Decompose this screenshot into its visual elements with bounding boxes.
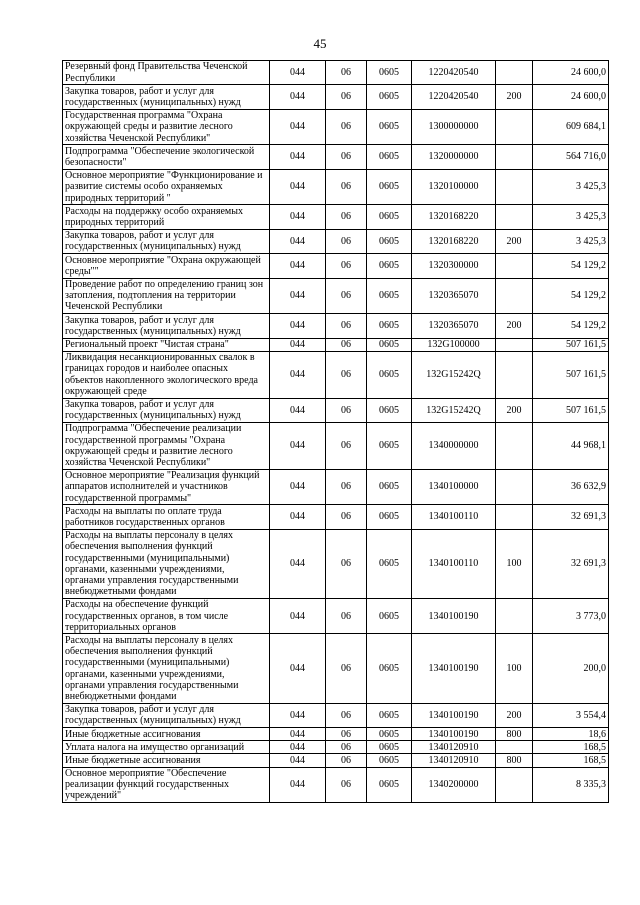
row-subsection-code: 0605 [367, 741, 412, 754]
row-sum: 24 600,0 [533, 85, 609, 109]
row-sum: 44 968,1 [533, 422, 609, 469]
row-expense-kind: 800 [496, 754, 533, 767]
row-name-cell: Государственная программа "Охрана окружающей среды и развитие лесного хозяйства Чеченской Республики" [63, 109, 270, 145]
row-section-code: 06 [326, 314, 367, 338]
row-section-code: 06 [326, 338, 367, 351]
row-name-cell: Иные бюджетные ассигнования [63, 754, 270, 767]
row-sum: 507 161,5 [533, 338, 609, 351]
row-ministry-code: 044 [270, 314, 326, 338]
row-section-code: 06 [326, 109, 367, 145]
row-section-code: 06 [326, 398, 367, 422]
row-name-cell: Основное мероприятие "Обеспечение реализации функций государственных учреждений" [63, 767, 270, 803]
row-subsection-code: 0605 [367, 634, 412, 703]
table-row [63, 741, 609, 754]
row-name-cell: Закупка товаров, работ и услуг для государственных (муниципальных) нужд [63, 85, 270, 109]
row-target-code: 1320168220 [412, 229, 496, 253]
row-target-code: 1320365070 [412, 314, 496, 338]
row-sum: 8 335,3 [533, 767, 609, 803]
row-sum: 32 691,3 [533, 505, 609, 529]
row-sum: 3 554,4 [533, 703, 609, 727]
row-name-cell: Закупка товаров, работ и услуг для государственных (муниципальных) нужд [63, 398, 270, 422]
row-sum: 168,5 [533, 741, 609, 754]
row-target-code: 1340100190 [412, 598, 496, 634]
row-ministry-code: 044 [270, 422, 326, 469]
row-subsection-code: 0605 [367, 598, 412, 634]
row-sum: 3 425,3 [533, 229, 609, 253]
row-subsection-code: 0605 [367, 728, 412, 741]
row-expense-kind: 800 [496, 728, 533, 741]
row-section-code: 06 [326, 767, 367, 803]
row-ministry-code: 044 [270, 398, 326, 422]
table-row [63, 205, 609, 229]
table-row [63, 109, 609, 145]
row-name-cell: Расходы на выплаты персоналу в целях обеспечения выполнения функций государственными (муниципальными) органами, казенными учреждениями, органами управления государственными внебюджетными фондами [63, 634, 270, 703]
row-ministry-code: 044 [270, 205, 326, 229]
row-section-code: 06 [326, 85, 367, 109]
row-subsection-code: 0605 [367, 398, 412, 422]
row-subsection-code: 0605 [367, 422, 412, 469]
row-expense-kind: 100 [496, 529, 533, 598]
row-subsection-code: 0605 [367, 351, 412, 398]
row-subsection-code: 0605 [367, 754, 412, 767]
row-subsection-code: 0605 [367, 85, 412, 109]
row-subsection-code: 0605 [367, 145, 412, 169]
row-subsection-code: 0605 [367, 529, 412, 598]
row-section-code: 06 [326, 351, 367, 398]
row-subsection-code: 0605 [367, 278, 412, 314]
table-row [63, 61, 609, 85]
table-row [63, 767, 609, 803]
row-target-code: 1340000000 [412, 422, 496, 469]
row-sum: 3 773,0 [533, 598, 609, 634]
row-target-code: 1320168220 [412, 205, 496, 229]
row-expense-kind [496, 767, 533, 803]
row-subsection-code: 0605 [367, 703, 412, 727]
row-ministry-code: 044 [270, 505, 326, 529]
row-subsection-code: 0605 [367, 229, 412, 253]
row-expense-kind [496, 505, 533, 529]
row-target-code: 132G100000 [412, 338, 496, 351]
row-name-cell: Расходы на обеспечение функций государственных органов, в том числе территориальных органов [63, 598, 270, 634]
row-expense-kind: 200 [496, 85, 533, 109]
row-section-code: 06 [326, 469, 367, 505]
page-number: 45 [313, 36, 327, 51]
row-target-code: 1340100190 [412, 728, 496, 741]
row-sum: 564 716,0 [533, 145, 609, 169]
table-row [63, 398, 609, 422]
row-subsection-code: 0605 [367, 338, 412, 351]
row-sum: 3 425,3 [533, 205, 609, 229]
row-expense-kind [496, 741, 533, 754]
row-name-cell: Основное мероприятие "Охрана окружающей среды"" [63, 254, 270, 278]
row-name-cell: Подпрограмма "Обеспечение реализации государственной программы "Охрана окружающей среды и развитие лесного хозяйства Чеченской Республики" [63, 422, 270, 469]
table-row [63, 634, 609, 703]
table-row [63, 598, 609, 634]
row-name-cell: Расходы на выплаты по оплате труда работников государственных органов [63, 505, 270, 529]
table-row [63, 754, 609, 767]
row-name-cell: Основное мероприятие "Реализация функций аппаратов исполнителей и участников государственной программы" [63, 469, 270, 505]
table-row [63, 338, 609, 351]
row-expense-kind: 200 [496, 229, 533, 253]
row-expense-kind: 200 [496, 314, 533, 338]
row-sum: 54 129,2 [533, 278, 609, 314]
table-row [63, 351, 609, 398]
row-expense-kind [496, 598, 533, 634]
table-row [63, 314, 609, 338]
row-sum: 3 425,3 [533, 169, 609, 205]
table-row [63, 85, 609, 109]
row-target-code: 1220420540 [412, 85, 496, 109]
table-row [63, 529, 609, 598]
row-section-code: 06 [326, 278, 367, 314]
row-target-code: 1320000000 [412, 145, 496, 169]
row-expense-kind [496, 254, 533, 278]
row-expense-kind [496, 351, 533, 398]
row-sum: 507 161,5 [533, 351, 609, 398]
row-subsection-code: 0605 [367, 169, 412, 205]
row-name-cell: Основное мероприятие "Функционирование и развитие системы особо охраняемых природных территорий " [63, 169, 270, 205]
row-ministry-code: 044 [270, 351, 326, 398]
row-section-code: 06 [326, 754, 367, 767]
row-ministry-code: 044 [270, 754, 326, 767]
row-target-code: 1340200000 [412, 767, 496, 803]
row-target-code: 1340100190 [412, 703, 496, 727]
row-section-code: 06 [326, 703, 367, 727]
row-target-code: 1300000000 [412, 109, 496, 145]
row-ministry-code: 044 [270, 741, 326, 754]
row-subsection-code: 0605 [367, 254, 412, 278]
table-row [63, 422, 609, 469]
table-row [63, 229, 609, 253]
row-name-cell: Закупка товаров, работ и услуг для государственных (муниципальных) нужд [63, 703, 270, 727]
row-name-cell: Закупка товаров, работ и услуг для государственных (муниципальных) нужд [63, 314, 270, 338]
row-expense-kind [496, 338, 533, 351]
budget-table-body [63, 61, 609, 803]
row-sum: 507 161,5 [533, 398, 609, 422]
row-sum: 609 684,1 [533, 109, 609, 145]
row-sum: 24 600,0 [533, 61, 609, 85]
row-ministry-code: 044 [270, 469, 326, 505]
row-ministry-code: 044 [270, 278, 326, 314]
row-target-code: 1340120910 [412, 741, 496, 754]
row-name-cell: Резервный фонд Правительства Чеченской Республики [63, 61, 270, 85]
row-ministry-code: 044 [270, 634, 326, 703]
row-expense-kind: 200 [496, 398, 533, 422]
row-section-code: 06 [326, 741, 367, 754]
row-name-cell: Региональный проект "Чистая страна" [63, 338, 270, 351]
row-name-cell: Ликвидация несанкционированных свалок в границах городов и наиболее опасных объектов накопленного экологического вреда окружающей среде [63, 351, 270, 398]
row-section-code: 06 [326, 598, 367, 634]
row-subsection-code: 0605 [367, 505, 412, 529]
row-section-code: 06 [326, 205, 367, 229]
table-row [63, 728, 609, 741]
row-ministry-code: 044 [270, 254, 326, 278]
row-ministry-code: 044 [270, 598, 326, 634]
row-section-code: 06 [326, 529, 367, 598]
row-name-cell: Уплата налога на имущество организаций [63, 741, 270, 754]
row-expense-kind [496, 469, 533, 505]
row-target-code: 1320300000 [412, 254, 496, 278]
row-target-code: 1340100190 [412, 634, 496, 703]
row-ministry-code: 044 [270, 229, 326, 253]
row-subsection-code: 0605 [367, 767, 412, 803]
row-ministry-code: 044 [270, 61, 326, 85]
row-target-code: 132G15242Q [412, 398, 496, 422]
row-expense-kind [496, 205, 533, 229]
row-target-code: 1320365070 [412, 278, 496, 314]
table-row [63, 278, 609, 314]
row-target-code: 1340100110 [412, 505, 496, 529]
row-ministry-code: 044 [270, 109, 326, 145]
row-section-code: 06 [326, 169, 367, 205]
row-subsection-code: 0605 [367, 314, 412, 338]
row-sum: 200,0 [533, 634, 609, 703]
row-expense-kind: 100 [496, 634, 533, 703]
row-section-code: 06 [326, 254, 367, 278]
table-row [63, 703, 609, 727]
row-sum: 168,5 [533, 754, 609, 767]
row-expense-kind [496, 145, 533, 169]
row-name-cell: Расходы на выплаты персоналу в целях обеспечения выполнения функций государственными (муниципальными) органами, казенными учреждениями, органами управления государственными внебюджетными фондами [63, 529, 270, 598]
row-target-code: 132G15242Q [412, 351, 496, 398]
row-section-code: 06 [326, 505, 367, 529]
row-name-cell: Расходы на поддержку особо охраняемых природных территорий [63, 205, 270, 229]
row-expense-kind [496, 278, 533, 314]
row-section-code: 06 [326, 634, 367, 703]
row-expense-kind [496, 169, 533, 205]
row-sum: 54 129,2 [533, 314, 609, 338]
table-row [63, 169, 609, 205]
row-ministry-code: 044 [270, 767, 326, 803]
row-name-cell: Закупка товаров, работ и услуг для государственных (муниципальных) нужд [63, 229, 270, 253]
row-subsection-code: 0605 [367, 109, 412, 145]
row-section-code: 06 [326, 229, 367, 253]
row-subsection-code: 0605 [367, 469, 412, 505]
row-name-cell: Подпрограмма "Обеспечение экологической безопасности" [63, 145, 270, 169]
row-ministry-code: 044 [270, 728, 326, 741]
row-expense-kind: 200 [496, 703, 533, 727]
row-expense-kind [496, 109, 533, 145]
row-expense-kind [496, 422, 533, 469]
row-section-code: 06 [326, 728, 367, 741]
row-sum: 36 632,9 [533, 469, 609, 505]
row-ministry-code: 044 [270, 85, 326, 109]
row-ministry-code: 044 [270, 703, 326, 727]
row-target-code: 1340120910 [412, 754, 496, 767]
row-name-cell: Проведение работ по определению границ зон затопления, подтопления на территории Чеченской Республики [63, 278, 270, 314]
row-expense-kind [496, 61, 533, 85]
row-section-code: 06 [326, 422, 367, 469]
table-row [63, 254, 609, 278]
row-sum: 32 691,3 [533, 529, 609, 598]
row-target-code: 1340100000 [412, 469, 496, 505]
row-target-code: 1340100110 [412, 529, 496, 598]
row-section-code: 06 [326, 145, 367, 169]
row-section-code: 06 [326, 61, 367, 85]
row-name-cell: Иные бюджетные ассигнования [63, 728, 270, 741]
row-ministry-code: 044 [270, 169, 326, 205]
row-target-code: 1220420540 [412, 61, 496, 85]
table-row [63, 505, 609, 529]
row-ministry-code: 044 [270, 529, 326, 598]
row-ministry-code: 044 [270, 338, 326, 351]
row-sum: 18,6 [533, 728, 609, 741]
budget-table [62, 60, 609, 803]
table-row [63, 469, 609, 505]
row-subsection-code: 0605 [367, 61, 412, 85]
table-row [63, 145, 609, 169]
row-sum: 54 129,2 [533, 254, 609, 278]
row-target-code: 1320100000 [412, 169, 496, 205]
row-ministry-code: 044 [270, 145, 326, 169]
row-subsection-code: 0605 [367, 205, 412, 229]
